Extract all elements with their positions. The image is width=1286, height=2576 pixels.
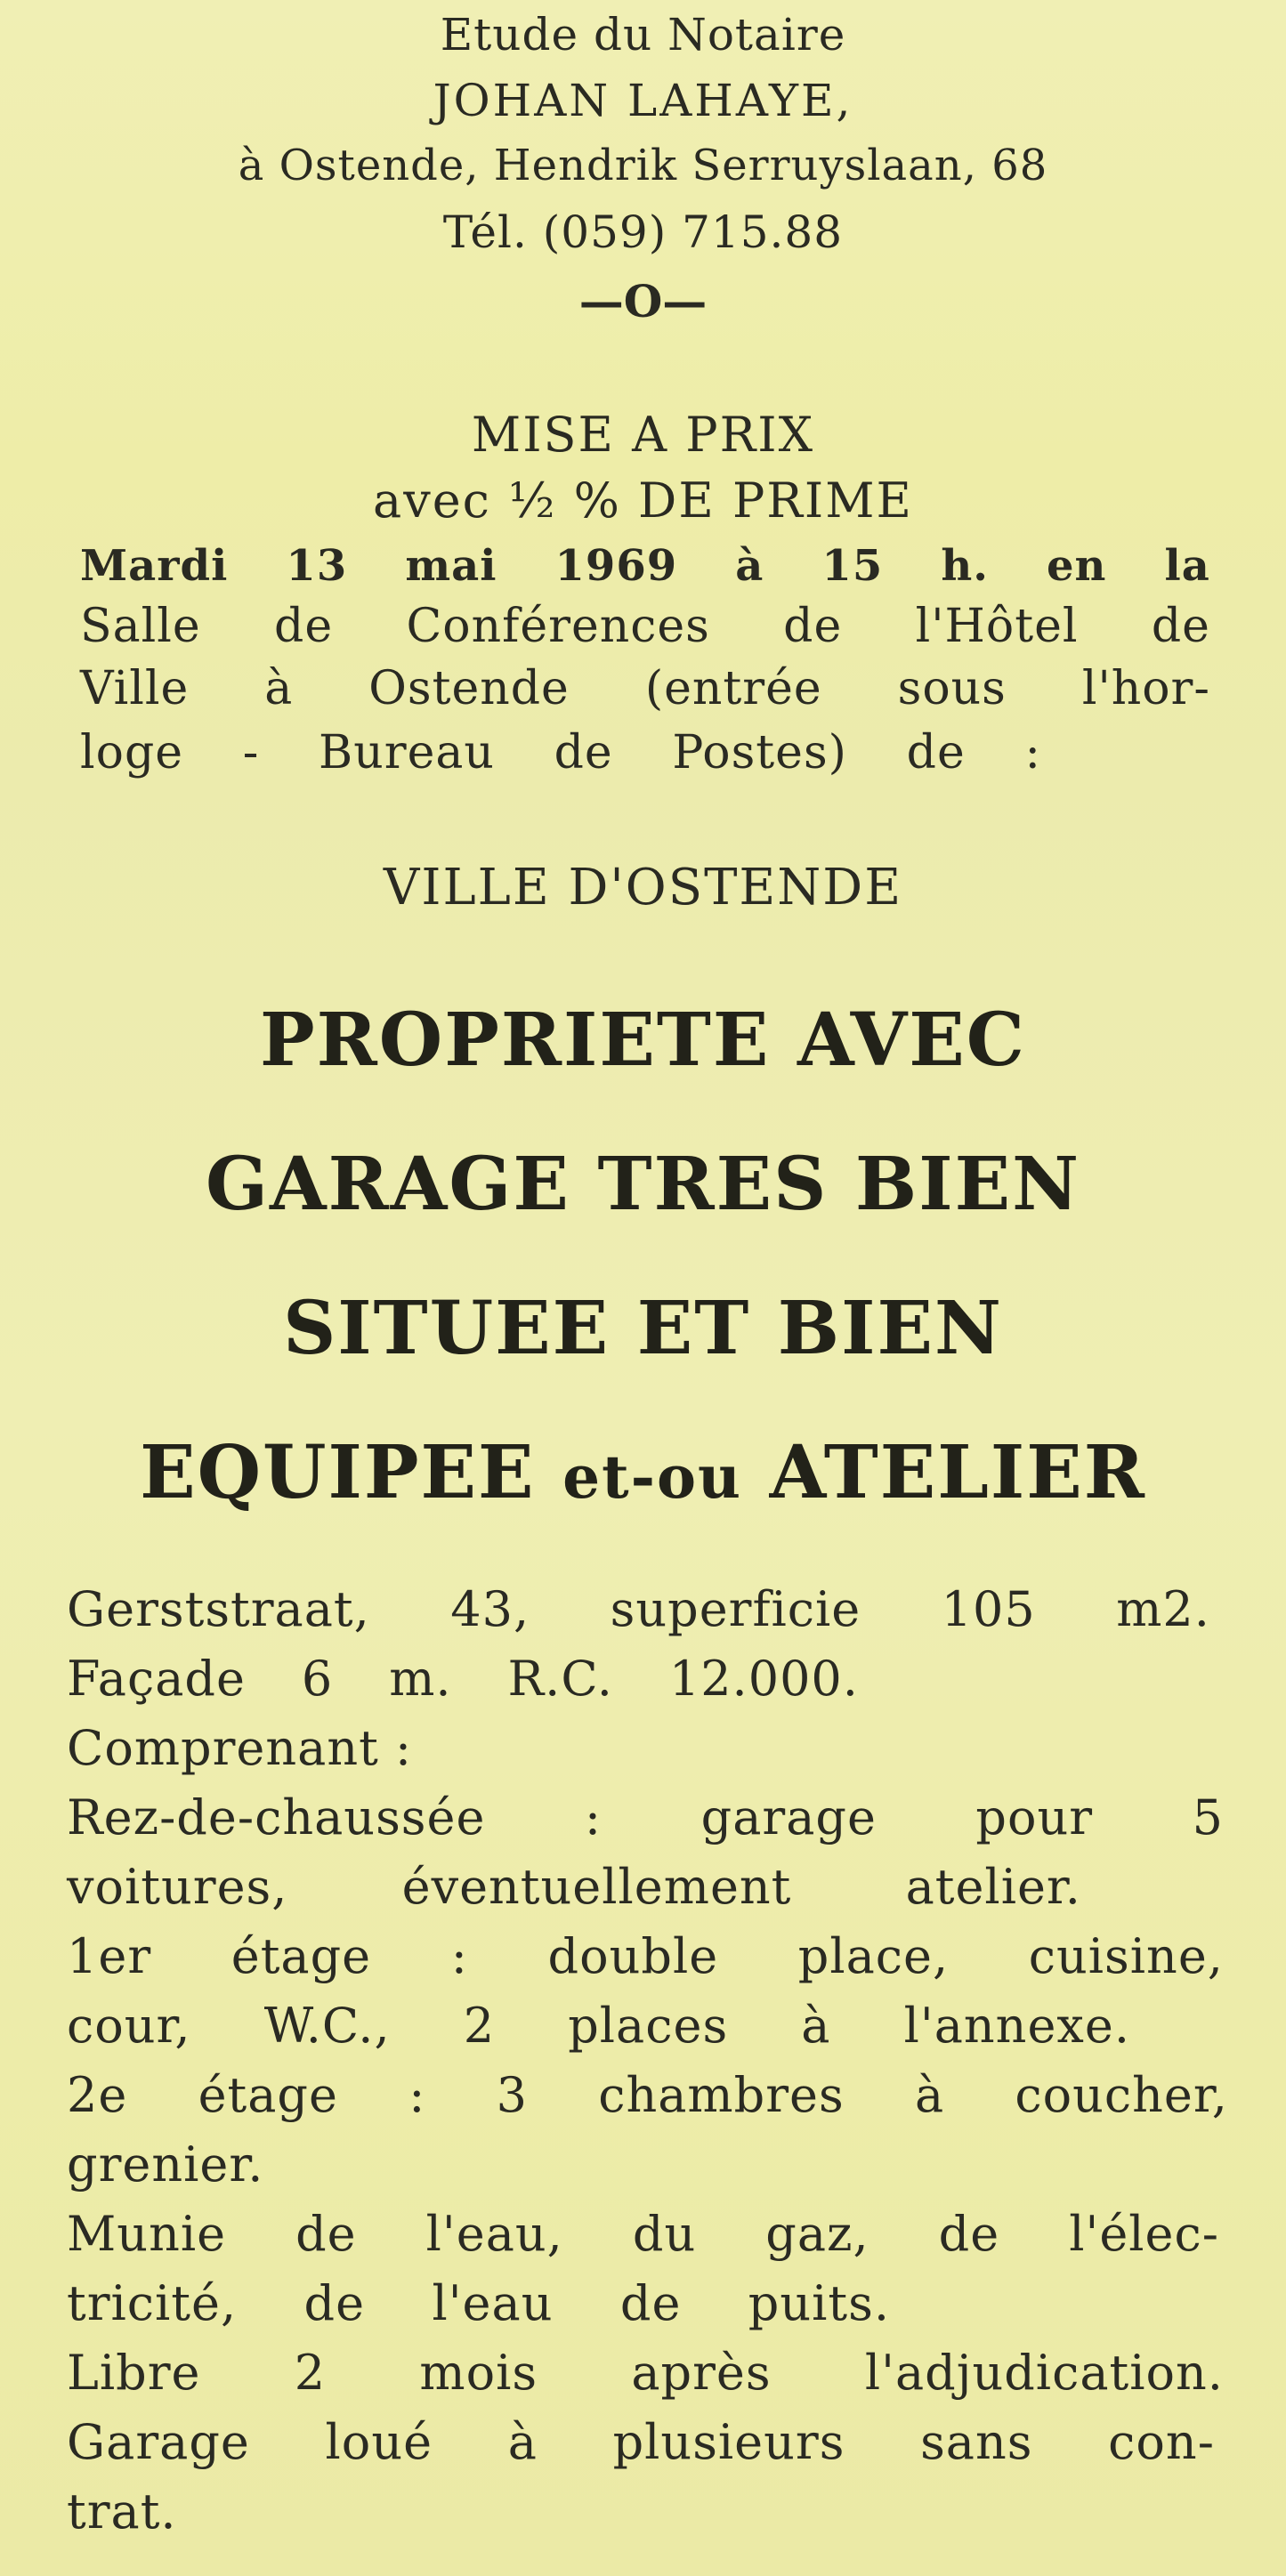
- title-atelier: ATELIER: [769, 1430, 1146, 1515]
- notary-address: à Ostende, Hendrik Serruyslaan, 68: [238, 141, 1048, 190]
- word: de: [938, 2206, 1000, 2262]
- word: en: [1047, 541, 1107, 591]
- word: Ville: [80, 662, 190, 715]
- word: Postes): [672, 726, 847, 779]
- word: gaz,: [765, 2206, 869, 2262]
- word: places: [568, 1998, 729, 2054]
- word: de: [906, 726, 966, 779]
- word: loué: [325, 2414, 433, 2470]
- header-separator: —O—: [578, 275, 708, 327]
- word: m.: [389, 1651, 452, 1707]
- word: pour: [975, 1789, 1094, 1845]
- word: 2: [294, 2345, 327, 2401]
- sale-paragraph-line: [80, 662, 1210, 715]
- sale-paragraph-line: [80, 600, 1210, 653]
- details-line: [67, 1789, 1224, 1845]
- word: 2: [463, 1998, 496, 2054]
- word: :: [450, 1928, 468, 1984]
- sale-paragraph-line: [80, 726, 1041, 779]
- word: m2.: [1116, 1581, 1210, 1637]
- word: à: [801, 1998, 831, 2054]
- word: -: [242, 726, 260, 779]
- title-line-1: PROPRIETE AVEC: [259, 997, 1026, 1083]
- word: 15: [821, 541, 884, 591]
- details-line: [67, 2414, 1215, 2470]
- mise-a-prix-heading: MISE A PRIX: [471, 407, 815, 463]
- word: à: [507, 2414, 538, 2470]
- word: Comprenant: [67, 1720, 379, 1776]
- word: du: [632, 2206, 697, 2262]
- details-line: [67, 1998, 1130, 2054]
- word: Gerststraat,: [67, 1581, 370, 1637]
- word: après: [631, 2345, 772, 2401]
- word: 105: [941, 1581, 1036, 1637]
- word: sous: [897, 662, 1007, 715]
- details-line: [67, 2345, 1224, 2401]
- title-equipee: EQUIPEE: [140, 1430, 536, 1515]
- word: éventuellement: [401, 1859, 792, 1915]
- word: Garage: [67, 2414, 250, 2470]
- details-line: [67, 2067, 1228, 2123]
- word: 3: [496, 2067, 528, 2123]
- word: atelier.: [905, 1859, 1081, 1915]
- word: Façade: [67, 1651, 246, 1707]
- word: cuisine,: [1028, 1928, 1224, 1984]
- word: de: [619, 2275, 682, 2331]
- word: Munie: [67, 2206, 227, 2262]
- details-line: [67, 2483, 177, 2540]
- word: 12.000.: [668, 1651, 859, 1707]
- word: de: [783, 600, 843, 653]
- word: grenier.: [67, 2136, 264, 2192]
- word: mai: [405, 541, 497, 591]
- word: la: [1164, 541, 1210, 591]
- word: 5: [1192, 1789, 1224, 1845]
- word: place,: [797, 1928, 950, 1984]
- word: de: [295, 2206, 357, 2262]
- word: h.: [941, 541, 989, 591]
- notary-office-label: Etude du Notaire: [440, 9, 846, 61]
- word: de: [303, 2275, 366, 2331]
- details-line: [67, 1581, 1210, 1637]
- word: de: [554, 726, 613, 779]
- word: l'adjudication.: [864, 2345, 1224, 2401]
- word: (entrée: [644, 662, 822, 715]
- word: l'annexe.: [903, 1998, 1130, 2054]
- word: 13: [286, 541, 348, 591]
- word: coucher,: [1015, 2067, 1228, 2123]
- word: plusieurs: [612, 2414, 845, 2470]
- details-line: [67, 2275, 890, 2331]
- word: :: [1024, 726, 1041, 779]
- word: R.C.: [507, 1651, 613, 1707]
- notary-name: JOHAN LAHAYE,: [433, 75, 853, 126]
- word: sans: [920, 2414, 1033, 2470]
- word: tricité,: [67, 2275, 238, 2331]
- word: superficie: [610, 1581, 861, 1637]
- word: l'Hôtel: [915, 600, 1079, 653]
- word: Ostende: [368, 662, 570, 715]
- word: 43,: [450, 1581, 530, 1637]
- word: Salle: [80, 600, 201, 653]
- title-line-2: GARAGE TRES BIEN: [205, 1142, 1081, 1227]
- title-line-4: [0, 1430, 1286, 1515]
- word: Libre: [67, 2345, 201, 2401]
- word: trat.: [67, 2483, 177, 2540]
- details-line: [67, 1859, 1081, 1915]
- word: double: [547, 1928, 719, 1984]
- word: mois: [419, 2345, 538, 2401]
- word: l'élec-: [1069, 2206, 1219, 2262]
- sale-paragraph-line: [80, 541, 1210, 591]
- word: garage: [700, 1789, 877, 1845]
- word: :: [408, 2067, 426, 2123]
- word: à: [914, 2067, 945, 2123]
- prime-line: avec ½ % DE PRIME: [373, 472, 913, 529]
- word: cour,: [67, 1998, 191, 2054]
- word: à: [735, 541, 764, 591]
- word: chambres: [598, 2067, 845, 2123]
- word: l'hor-: [1081, 662, 1210, 715]
- word: con-: [1108, 2414, 1215, 2470]
- title-et-ou: et-ou: [562, 1442, 743, 1512]
- word: à: [264, 662, 294, 715]
- notary-phone: Tél. (059) 715.88: [442, 206, 844, 258]
- word: de: [274, 600, 334, 653]
- word: Conférences: [406, 600, 710, 653]
- word: étage: [198, 2067, 338, 2123]
- word: Bureau: [319, 726, 495, 779]
- word: 2e: [67, 2067, 128, 2123]
- word: 1969: [554, 541, 678, 591]
- word: W.C.,: [263, 1998, 391, 2054]
- details-line: [67, 1720, 413, 1776]
- title-line-3: SITUEE ET BIEN: [283, 1286, 1003, 1371]
- details-line: [67, 1651, 859, 1707]
- word: l'eau,: [425, 2206, 563, 2262]
- word: :: [584, 1789, 603, 1845]
- word: l'eau: [432, 2275, 554, 2331]
- word: 6: [301, 1651, 334, 1707]
- city-heading: VILLE D'OSTENDE: [383, 859, 903, 917]
- word: voitures,: [67, 1859, 288, 1915]
- word: :: [394, 1720, 413, 1776]
- details-line: [67, 2206, 1219, 2262]
- details-line: [67, 1928, 1224, 1984]
- word: Rez-de-chaussée: [67, 1789, 486, 1845]
- word: loge: [80, 726, 183, 779]
- word: puits.: [748, 2275, 890, 2331]
- word: Mardi: [80, 541, 229, 591]
- details-line: [67, 2136, 264, 2192]
- word: de: [1151, 600, 1210, 653]
- word: 1er: [67, 1928, 152, 1984]
- word: étage: [231, 1928, 372, 1984]
